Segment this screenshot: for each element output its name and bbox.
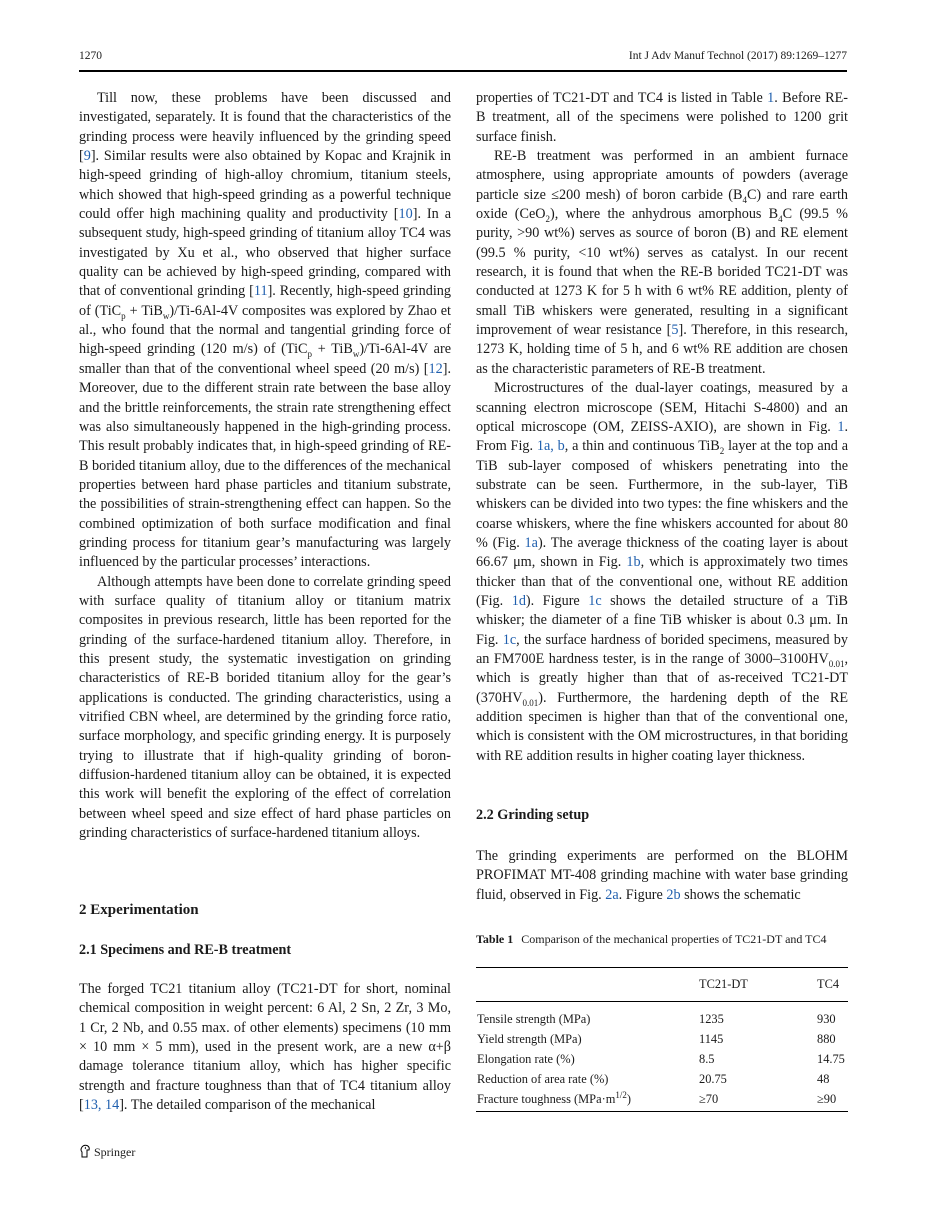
figure-link[interactable]: 2b bbox=[666, 886, 681, 903]
column-header: TC21-DT bbox=[699, 977, 748, 991]
table-caption: Table 1 Comparison of the mechanical properties of TC21-DT and TC4 bbox=[476, 932, 827, 946]
table-row: Fracture toughness $(MPa\cdot m^{1/2})$ ≥70 ≥90 bbox=[476, 1089, 848, 1111]
citation-link[interactable]: 11 bbox=[253, 283, 268, 300]
citation-link[interactable]: 9 bbox=[83, 148, 91, 165]
left-column-bottom bbox=[79, 980, 451, 1115]
table-row: Elongation rate (%) 8.5 14.75 bbox=[477, 1051, 845, 1066]
paragraph: properties of TC21-DT and TC4 is listed in Table 1. Before RE-B treatment, all of the specimens were polished to 1200 grit surface finish. bbox=[476, 90, 848, 145]
column-header: TC4 bbox=[817, 977, 840, 991]
paragraph: Microstructures of the dual-layer coatings, measured by a scanning electron microscope (SEM, Hitachi S-4800) and an optical microscope (OM, ZEISS-AXIO), are shown in Fig. 1. From Fig. 1a, b, a thin and continuous TiB$_2$ layer at the top and a TiB sub-layer composed of whiskers penetrating into the substrate can be seen. Furthermore, in the sub-layer, TiB whiskers can be divided into two types: the fine whiskers and the coarse whiskers, where the fine whiskers accounted for about 80 % (Fig. 1a). The average thickness of the coating layer is about 66.67 μm, shown in Fig. 1b, which is approximately two times thicker than that of the conventional one, without RE addition (Fig. 1d). Figure 1c shows the detailed structure of a TiB whisker; the diameter of a fine TiB whisker is about 0.3 μm. In Fig. 1c, the surface hardness of borided specimens, measured by an FM700E hardness tester, is in the range of $3000-3100HV_{0.01}$, which is greatly higher than that of as-received TC21-DT $(370HV_{0.01})$. Furthermore, the hardening depth of the RE addition specimen is higher than that of the conventional one, which is consistent with the OM microstructures, in that boriding with RE addition results in higher coating layer thickness. bbox=[476, 380, 849, 764]
figure-link[interactable]: 1d bbox=[511, 592, 526, 609]
figure-link[interactable]: 1c bbox=[588, 592, 602, 609]
springer-horse-icon bbox=[79, 1144, 91, 1162]
citation-link[interactable]: 10 bbox=[398, 206, 413, 223]
figure-link[interactable]: 1a, b bbox=[536, 438, 565, 455]
section-heading: 2 Experimentation bbox=[79, 902, 199, 918]
citation-link[interactable]: 13, 14 bbox=[83, 1097, 120, 1114]
paragraph: Although attempts have been done to correlate grinding speed with surface quality of titanium alloy or titanium matrix composites in previous research, little has been reported for the grinding of the surface-hardened titanium alloy. Therefore, in this present study, the systematic investigation on grinding characteristics of RE-B borided titanium alloy for the gear’s applications is conducted. The grinding characteristics, using a vitrified CBN wheel, are determined by the grinding force ratio, surface morphology, and specific grinding energy. It is purposely trying to illustrate that if high-quality grinding of boron-diffusion-hardened titanium alloy can be obtained, it is expected this work will benefit the exploring of the effect of correlation between wheel speed and size effect of hard phase particles on grinding characteristics of surface-hardened titanium alloys. bbox=[79, 573, 451, 842]
paragraph: The forged TC21 titanium alloy (TC21-DT for short, nominal chemical composition in weight percent: 6 Al, 2 Sn, 2 Zr, 3 Mo, 1 Cr, 2 Nb, and 0.55 max. of other elements) specimens (10 mm × 10 mm × 5 mm), used in the present work, are a new α+β damage tolerance titanium alloy, which has higher specific strength and fracture toughness than that of TC4 titanium alloy [13, 14]. The detailed comparison of the mechanical bbox=[79, 981, 451, 1114]
citation-link[interactable]: 5 bbox=[671, 322, 679, 339]
figure-link[interactable]: 1c bbox=[502, 631, 517, 648]
table-1 bbox=[476, 967, 848, 1112]
journal-citation: Int J Adv Manuf Technol (2017) 89:1269–1277 bbox=[628, 50, 847, 62]
table-row: Reduction of area rate (%) 20.75 48 bbox=[477, 1071, 830, 1086]
right-column bbox=[476, 89, 848, 766]
subsection-heading: 2.1 Specimens and RE-B treatment bbox=[79, 942, 292, 958]
running-header bbox=[79, 50, 847, 72]
table-link[interactable]: 1 bbox=[767, 90, 775, 106]
subsection-heading: 2.2 Grinding setup bbox=[476, 807, 590, 823]
figure-link[interactable]: 1 bbox=[837, 418, 845, 435]
publisher-footer bbox=[79, 1144, 135, 1162]
table-row: Tensile strength (MPa) 1235 930 bbox=[477, 1011, 836, 1026]
figure-link[interactable]: 1b bbox=[626, 554, 641, 571]
left-column bbox=[79, 89, 451, 843]
right-column-lower bbox=[476, 847, 848, 905]
paragraph: RE-B treatment was performed in an ambient furnace atmosphere, using appropriate amounts of powders (average particle size ≤200 mesh) of boron carbide $(B_4C)$ and rare earth oxide (CeO$_2$), where the anhydrous amorphous $B_4C$ (99.5 % purity, >90 wt%) serves as source of boron (B) and RE element (99.5 % purity, <10 wt%) serves as catalyst. In our recent research, it is found that when the RE-B borided TC21-DT was conducted at 1273 K for 5 h with 6 wt% RE addition, plenty of small TiB whiskers were generated, resulting in a significant improvement of wear resistance [5]. Therefore, in this research, 1273 K, holding time of 5 h, and 6 wt% RE addition are chosen as the characteristic parameters of RE-B treatment. bbox=[476, 148, 848, 377]
paragraph: Till now, these problems have been discussed and investigated, separately. It is found that the characteristics of the grinding process were heavily influenced by the grinding speed [9]. Similar results were also obtained by Kopac and Krajnik in high-speed grinding of high-alloy chromium, titanium steels, which showed that high-speed grinding as a powerful technique could offer high machining quality and productivity [10]. In a subsequent study, high-speed grinding of titanium alloy TC4 was investigated by Xu et al., who observed that higher surface quality can be achieved by high-speed grinding, compared with that of conventional grinding [11]. Recently, high-speed grinding of (TiC$_p$ + TiB$_w$)/Ti-6Al-4V composites was explored by Zhao et al., who found that the normal and tangential grinding force of high-speed grinding (120 m/s) of (TiC$_p$ + TiB$_w$)/Ti-6Al-4V are smaller than that of the conventional wheel speed (20 m/s) [12]. Moreover, due to the different strain rate between the base alloy and the brittle reinforcements, the strain rate strengthening effect was also simultaneously happened in the high-grinding process. This result probably indicates that, in high-speed grinding of RE-B borided titanium alloy, due to the differences of the mechanical properties between hard phase particles and titanium substrate, the possibilities of strain-strengthening effect can happen. So the combined optimization of both surface modification and final grinding process for titanium gear’s manufacturing was largely influenced by the particular processes’ interactions. bbox=[79, 90, 452, 571]
citation-link[interactable]: 12 bbox=[428, 360, 443, 377]
table-row: Yield strength (MPa) 1145 880 bbox=[477, 1031, 836, 1046]
figure-link[interactable]: 2a bbox=[605, 886, 619, 903]
table-header-row bbox=[476, 968, 848, 1002]
figure-link[interactable]: 1a bbox=[524, 534, 538, 551]
publisher-name: Springer bbox=[94, 1144, 136, 1159]
paragraph: The grinding experiments are performed on the BLOHM PROFIMAT MT-408 grinding machine with water base grinding fluid, observed in Fig. 2a. Figure 2b shows the schematic bbox=[476, 848, 848, 903]
page-number: 1270 bbox=[79, 50, 102, 62]
